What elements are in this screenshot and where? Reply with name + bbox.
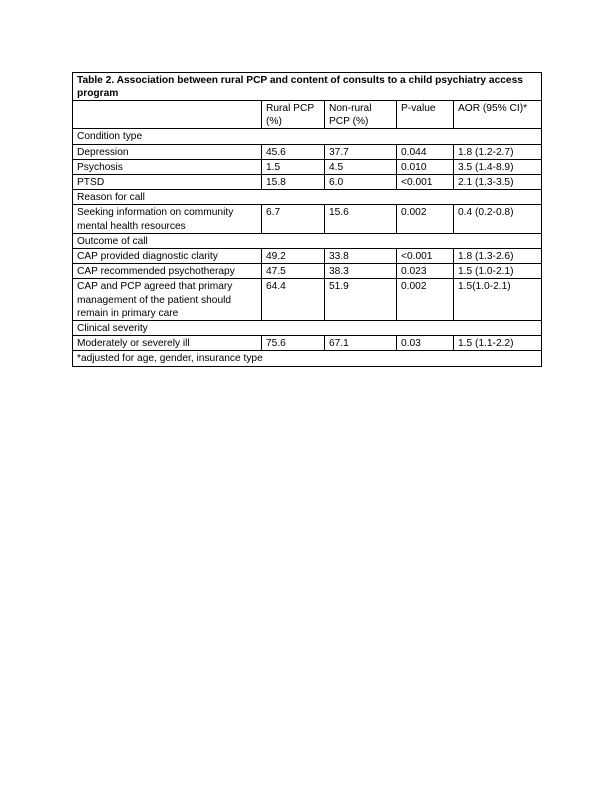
cell-non-rural-pcp: 51.9 <box>325 279 397 321</box>
table-row <box>73 205 542 233</box>
cell-aor: 1.5 (1.0-2.1) <box>454 264 542 279</box>
row-label: CAP provided diagnostic clarity <box>73 249 262 264</box>
row-label: Psychosis <box>73 159 262 174</box>
cell-non-rural-pcp: 4.5 <box>325 159 397 174</box>
column-header-p-value: P-value <box>397 101 454 129</box>
section-title: Clinical severity <box>73 321 542 336</box>
cell-rural-pcp: 47.5 <box>262 264 325 279</box>
cell-rural-pcp: 6.7 <box>262 205 325 233</box>
table-row <box>73 159 542 174</box>
cell-p-value: 0.03 <box>397 336 454 351</box>
cell-rural-pcp: 49.2 <box>262 249 325 264</box>
cell-non-rural-pcp: 6.0 <box>325 175 397 190</box>
cell-aor: 3.5 (1.4-8.9) <box>454 159 542 174</box>
column-header-rural-pcp: Rural PCP (%) <box>262 101 325 129</box>
section-row-outcome-of-call <box>73 233 542 248</box>
cell-aor: 0.4 (0.2-0.8) <box>454 205 542 233</box>
cell-aor: 1.5(1.0-2.1) <box>454 279 542 321</box>
section-row-clinical-severity <box>73 321 542 336</box>
cell-aor: 1.8 (1.2-2.7) <box>454 144 542 159</box>
column-header-blank <box>73 101 262 129</box>
section-row-condition-type <box>73 129 542 144</box>
section-row-reason-for-call <box>73 190 542 205</box>
cell-p-value: 0.023 <box>397 264 454 279</box>
cell-p-value: 0.002 <box>397 205 454 233</box>
cell-rural-pcp: 64.4 <box>262 279 325 321</box>
row-label: CAP and PCP agreed that primary management of the patient should remain in primary care <box>73 279 262 321</box>
row-label: CAP recommended psychotherapy <box>73 264 262 279</box>
cell-non-rural-pcp: 15.6 <box>325 205 397 233</box>
cell-rural-pcp: 75.6 <box>262 336 325 351</box>
cell-non-rural-pcp: 38.3 <box>325 264 397 279</box>
cell-non-rural-pcp: 33.8 <box>325 249 397 264</box>
cell-non-rural-pcp: 37.7 <box>325 144 397 159</box>
cell-aor: 1.8 (1.3-2.6) <box>454 249 542 264</box>
row-label: Moderately or severely ill <box>73 336 262 351</box>
cell-p-value: 0.044 <box>397 144 454 159</box>
cell-p-value: 0.002 <box>397 279 454 321</box>
table-row <box>73 264 542 279</box>
cell-aor: 2.1 (1.3-3.5) <box>454 175 542 190</box>
row-label: Seeking information on community mental health resources <box>73 205 262 233</box>
table-row <box>73 249 542 264</box>
cell-p-value: <0.001 <box>397 249 454 264</box>
association-table <box>72 72 542 367</box>
table-row <box>73 144 542 159</box>
section-title: Outcome of call <box>73 233 542 248</box>
column-header-row <box>73 101 542 129</box>
table-row <box>73 175 542 190</box>
footnote-row <box>73 351 542 366</box>
column-header-aor: AOR (95% CI)* <box>454 101 542 129</box>
cell-p-value: <0.001 <box>397 175 454 190</box>
column-header-non-rural-pcp: Non-rural PCP (%) <box>325 101 397 129</box>
row-label: PTSD <box>73 175 262 190</box>
table-caption: Table 2. Association between rural PCP and content of consults to a child psychiatry access program <box>73 73 542 101</box>
cell-p-value: 0.010 <box>397 159 454 174</box>
cell-rural-pcp: 1.5 <box>262 159 325 174</box>
table-footnote: *adjusted for age, gender, insurance type <box>73 351 542 366</box>
cell-rural-pcp: 45.6 <box>262 144 325 159</box>
section-title: Condition type <box>73 129 542 144</box>
table-caption-row <box>73 73 542 101</box>
row-label: Depression <box>73 144 262 159</box>
cell-rural-pcp: 15.8 <box>262 175 325 190</box>
cell-aor: 1.5 (1.1-2.2) <box>454 336 542 351</box>
table-row <box>73 279 542 321</box>
section-title: Reason for call <box>73 190 542 205</box>
cell-non-rural-pcp: 67.1 <box>325 336 397 351</box>
table-row <box>73 336 542 351</box>
